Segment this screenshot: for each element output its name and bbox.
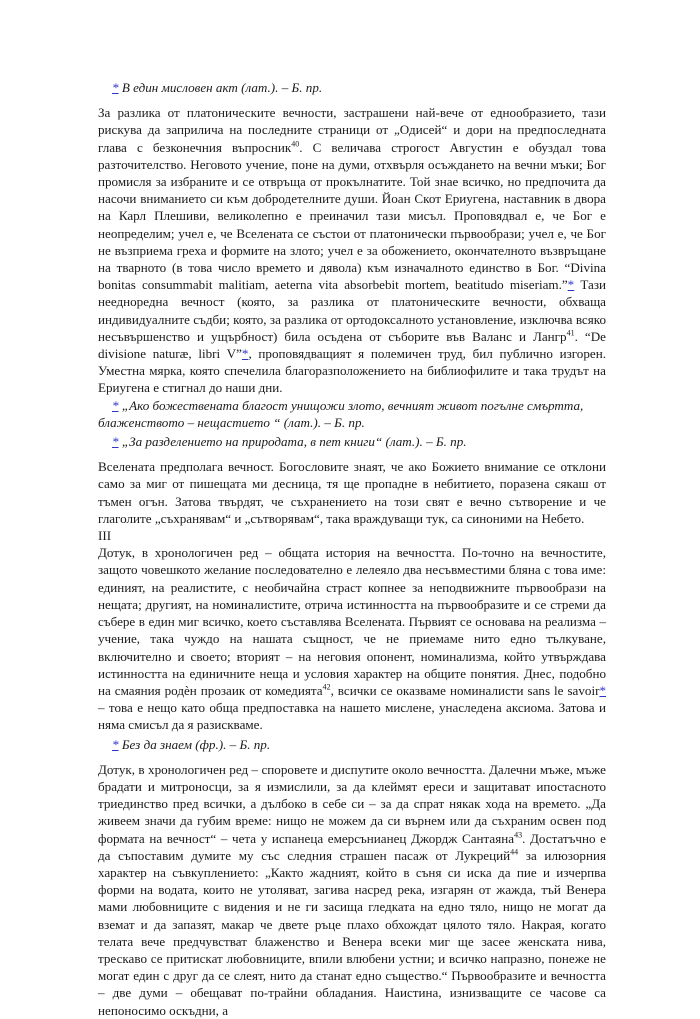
text-run: , проповядващият я полемичен труд, бил публично изгорен. Уместна мярка, която спечелила благоразположението на библиофилите и така трудът на Ериугена е стигнал до наши дни.: [98, 346, 606, 396]
text-run: Вселената предполага вечност. Богословите знаят, че ако Божието внимание се отклони само за миг от пишещата ми десница, тя ще пропадне в небитието, поразена сякаш от тъмен огън. Затова твърдят, че съхранението на този свят е вечно сътворение и че глаголите „съхранявам“ и „сътворявам“, така враждуващи тук, са синоними на Небето.: [98, 459, 606, 526]
text-run: , всички се оказваме номиналисти sans le savoir: [330, 682, 600, 698]
footnote: [98, 397, 606, 431]
body-paragraph: [98, 458, 606, 527]
text-run: Дотук, в хронологичен ред – споровете и диспутите около вечността. Далечни мъже, мъже брадати и митроносци, за я измислили, за да клеймят ереси и защитават ипостасното триединство пред всички, а дълбоко в себе си – за да спрат някак хода на времето. „Да живеем значи да губим време: нищо не можем да си върнем или да съхраним освен под формата на вечност“ – чета у испанеца емерсънианец Джордж Сантаяна: [98, 761, 606, 846]
footnote-marker-link[interactable]: *: [241, 346, 249, 362]
footnote-marker-link[interactable]: *: [112, 434, 119, 450]
body-paragraph: [98, 544, 606, 733]
footnote-marker-link[interactable]: *: [112, 736, 119, 752]
text-run: Тази неедноредна вечност (която, за разлика от платоническите вечности, обхваща индивидуалните съдби; която, за разлика от ортодоксалното установление, изключва всяко несъвършенство и ущърбност) била осъдена от съборите във Валанс и Лангр: [98, 277, 607, 344]
text-run: „Ако божествената благост унищожи злото, вечният живот погълне смъртта, блаженството – нещастието “ (лат.). – Б. пр.: [98, 397, 584, 430]
text-run: . С величава строгост Августин е обуздал това разточителство. Неговото учение, поне на думи, отхвърля осъждането на вечни мъки; Бог промисля за избраните и се отвръща от прокълнатите. Той знае всичко, но предпочита да насочи вниманието си към добродетелните души. Йоан Скот Ериугена, наставник в двора на Карл Плешиви, великолепно е преиначил тази мисъл. Проповядвал е, че Бог е неопределим; учел е, че Вселената се състои от платонически първообрази; учел е, че Бог не възприема греха и формите на злото; учел е за обожението, окончателното възвръщане на тварното (в това число времето и дявола) към изначалното единство в Бог. “Divina bonitas consummabit malitiam, aeterna vita absorbebit mortem, beatitudo miseriam.”: [98, 139, 606, 293]
body-paragraph: [98, 761, 606, 1019]
endnote-number: 42: [322, 682, 331, 692]
footnote: [98, 79, 606, 96]
text-run: . “De divisione naturæ, libri V”: [98, 328, 606, 362]
text-run: III: [98, 528, 112, 544]
footnote: [98, 736, 606, 753]
text-run: В един мисловен акт (лат.). – Б. пр.: [118, 80, 323, 95]
text-column: [98, 79, 606, 1019]
footnote-marker-link[interactable]: *: [112, 397, 119, 413]
text-run: – това е нещо като обща предпоставка на нашето мислене, унаследена аксиома. Затова и няма смисъл да я разискваме.: [98, 700, 606, 733]
text-run: Без да знаем (фр.). – Б. пр.: [118, 736, 271, 752]
footnote-marker-link[interactable]: *: [112, 80, 119, 95]
text-run: Дотук, в хронологичен ред – общата история на вечността. По-точно на вечностите, защото човешкото желание последователно е лелеяло два несъвместими бляна с това име: единият, на реалистите, с необичайна страст копнее за неподвижните първообрази на нещата; другият, на номиналистите, отрича истинността на първообразите и се стреми да събере в един миг всичко, което съставлява Вселената. Първият се основава на реализма – учение, така чуждо на нашата същност, че не приемаме нито едно тълкуване, включително и своето; вторият – на неговия опонент, номинализма, който утвърждава истинността на единичните неща и условия характер на общите понятия. Днес, подобно на смаяния родѐн прозаик от комедията: [98, 545, 606, 698]
body-paragraph: [98, 104, 606, 396]
endnote-number: 44: [510, 847, 519, 857]
endnote-number: 43: [514, 830, 523, 840]
endnote-number: 40: [291, 139, 300, 149]
text-run: „За разделението на природата, в пет книги“ (лат.). – Б. пр.: [118, 434, 467, 450]
footnote: [98, 433, 606, 450]
footnote-marker-link[interactable]: *: [599, 682, 606, 698]
text-run: За разлика от платоническите вечности, застрашени най-вече от еднообразието, тази рискува да заприлича на последните страници от „Одисей“ и дори на предпоследната глава с безконечния въпросник: [98, 105, 606, 155]
endnote-number: 41: [566, 328, 575, 338]
section-heading: [98, 527, 606, 544]
footnote-marker-link[interactable]: *: [567, 277, 575, 293]
text-run: за илюзорния характер на съвкуплението: „Както жадният, който в съня си иска да пие и изчерпва форми на водата, които не утоляват, загива насред река, изгарян от жажда, тъй Венера мами любовниците с видения и не ги засища гледката на едно тяло, нищо не могат да вземат и да запазят, макар че двете ръце плахо обхождат цялото тяло. Накрая, когато телата вече предчувстват блаженство и Венера всеки миг ще засее женската нива, трескаво се притискат любовниците, впили влюбени устни; и всичко напразно, понеже не могат един с друг да се слеят, нито да станат едно същество.“ Първообразите и вечността – две думи – обещават по-трайни обладания. Наистина, изнизващите се часове са непоносимо оскъдни, а: [98, 847, 606, 1018]
text-run: . Достатъчно е да съпоставим думите му със следния страшен пасаж от Лукреций: [98, 830, 606, 863]
